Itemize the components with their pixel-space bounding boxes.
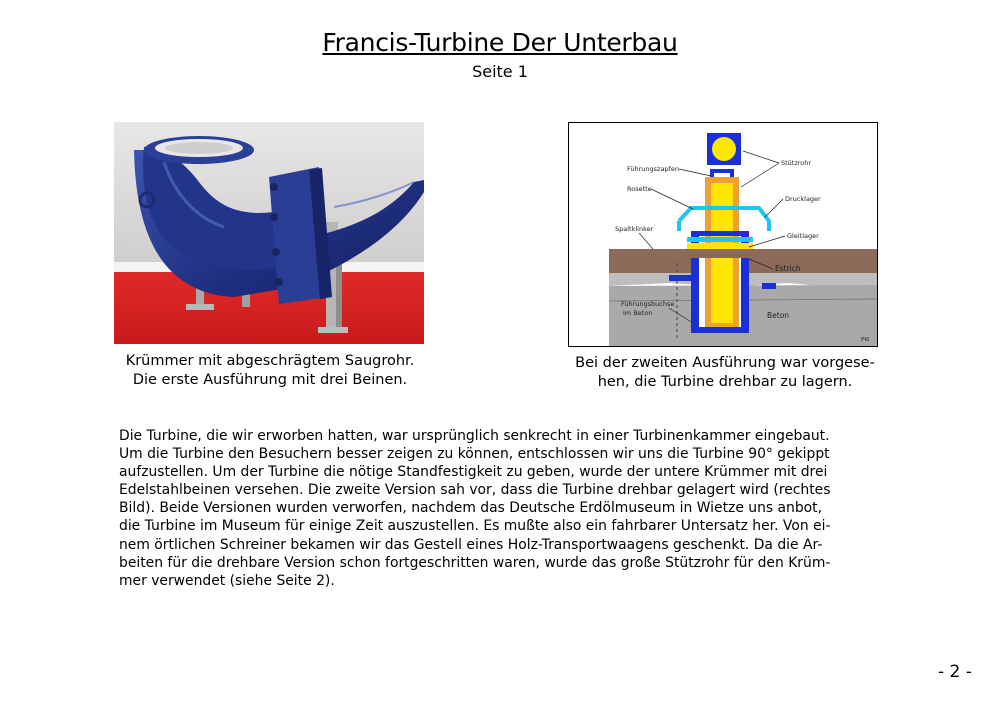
body-line: Edelstahlbeinen versehen. Die zweite Version sah vor, dass die Turbine drehbar gelagert wird (rechtes (119, 482, 831, 499)
label-drucklager: Drucklager (785, 195, 821, 203)
label-rosette: Rosette (627, 185, 652, 193)
bearing-schematic (568, 122, 878, 347)
diagram-caption-line-2: hen, die Turbine drehbar zu lagern. (597, 374, 853, 390)
body-paragraph (119, 427, 879, 590)
body-line: die Turbine im Museum für einige Zeit auszustellen. Es mußte also ein fahrbarer Untersatz her. Von ei- (119, 518, 831, 535)
photo-caption-line-1: Krümmer mit abgeschrägtem Saugrohr. (125, 353, 415, 369)
page-number: - 2 - (938, 662, 972, 682)
page-subtitle: Seite 1 (472, 62, 528, 81)
photo-caption (100, 352, 440, 390)
label-beton: Beton (767, 311, 790, 320)
body-line: aufzustellen. Um der Turbine die nötige Standfestigkeit zu geben, wurde der untere Krümmer mit drei (119, 464, 828, 481)
body-line: Die Turbine, die wir erworben hatten, war ursprünglich senkrecht in einer Turbinenkammer eingebaut. (119, 428, 830, 444)
label-estrich: Estrich (775, 264, 801, 273)
label-gleitlager: Gleitlager (787, 232, 819, 240)
photo-caption-line-2: Die erste Ausführung mit drei Beinen. (132, 372, 408, 388)
label-spaltklinker: Spaltklinker (615, 225, 654, 233)
body-line: mer verwendet (siehe Seite 2). (119, 572, 335, 589)
diagram-caption (560, 354, 890, 392)
body-line: Bild). Beide Versionen wurden verworfen, nachdem das Deutsche Erdölmuseum in Wietze uns anbot, (119, 500, 823, 517)
body-line: nem örtlichen Schreiner bekamen wir das Gestell eines Holz-Transportwaagens geschenkt. Da die Ar- (119, 536, 823, 553)
diagram-caption-line-1: Bei der zweiten Ausführung war vorgese- (575, 355, 875, 371)
label-initials: PKl (861, 337, 870, 343)
turbine-elbow-photo (114, 122, 424, 344)
body-line: Um die Turbine den Besuchern besser zeigen zu können, entschlossen wir uns die Turbine 90° gekippt (119, 446, 830, 463)
label-fuehrungszapfen: Führungszapfen (627, 165, 679, 173)
label-fuehrungsbuchse-2: im Beton (623, 309, 653, 317)
label-stuetzrohr: Stützrohr (781, 159, 812, 167)
page-title: Francis-Turbine Der Unterbau (322, 28, 678, 57)
body-line: beiten für die drehbare Version schon fortgeschritten waren, wurde das große Stützrohr für den Krüm- (119, 554, 831, 571)
label-fuehrungsbuchse: Führungsbuchse (621, 300, 675, 308)
